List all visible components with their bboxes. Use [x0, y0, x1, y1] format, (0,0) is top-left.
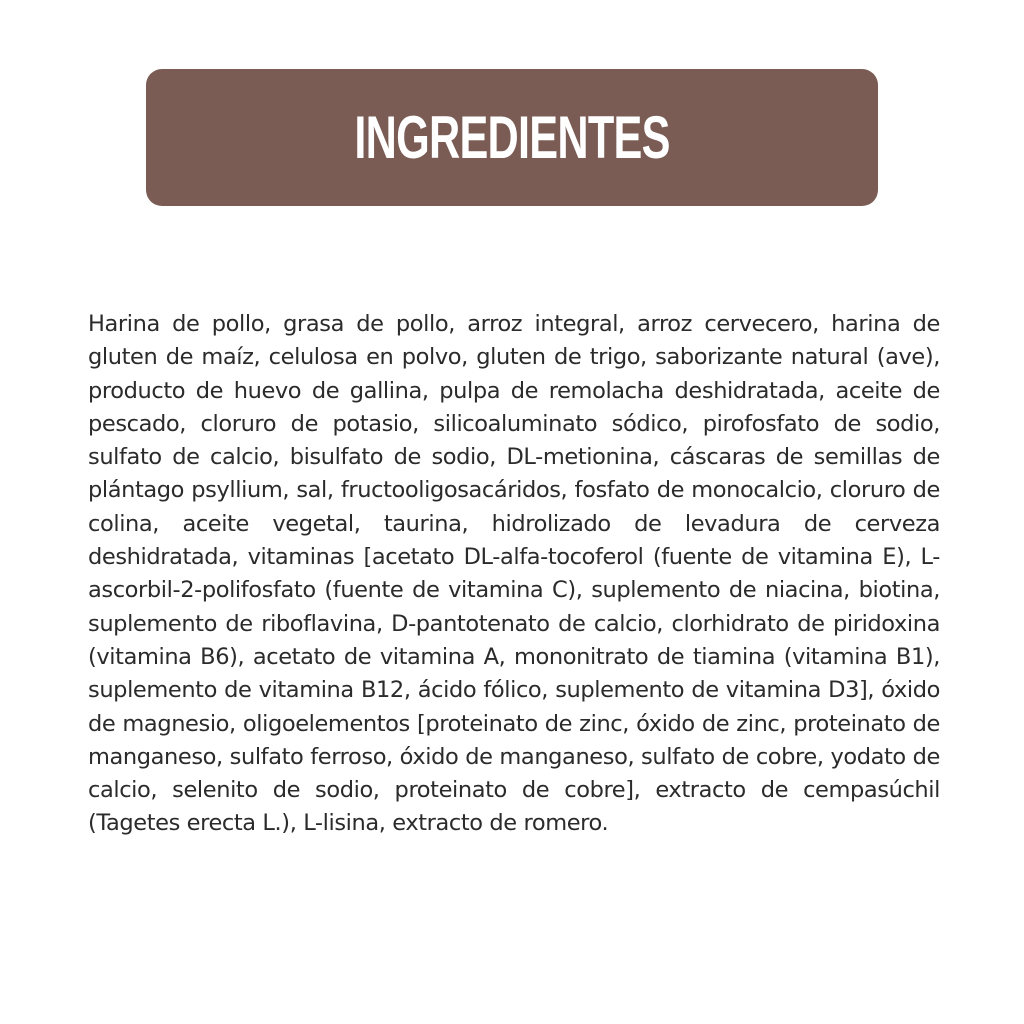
ingredients-paragraph: Harina de pollo, grasa de pollo, arroz integral, arroz cervecero, harina de gluten de maíz, celulosa en polvo, gluten de trigo, saborizante natural (ave), producto de huevo de gallina, pulpa de remolacha deshidratada, aceite de pescado, cloruro de potasio, silicoaluminato sódico, pirofosfato de sodio, sulfato de calcio, bisulfato de sodio, DL-metionina, cáscaras de semillas de plántago psyllium, sal, fructooligosacáridos, fosfato de monocalcio, cloruro de colina, aceite vegetal, taurina, hidrolizado de levadura de cerveza deshidratada, vitaminas [acetato DL-alfa-tocoferol (fuente de vitamina E), L-ascorbil-2-polifosfato (fuente de vitamina C), suplemento de niacina, biotina, suplemento de riboflavina, D-pantotenato de calcio, clorhidrato de piridoxina (vitamina B6), acetato de vitamina A, mononitrato de tiamina (vitamina B1), suplemento de vitamina B12, ácido fólico, suplemento de vitamina D3], óxido de magnesio, oligoelementos [proteinato de zinc, óxido de zinc, proteinato de manganeso, sulfato ferroso, óxido de manganeso, sulfato de cobre, yodato de calcio, selenito de sodio, proteinato de cobre], extracto de cempasúchil (Tagetes erecta L.), L-lisina, extracto de romero. [88, 311, 940, 837]
title-banner [146, 69, 878, 206]
page-title: INGREDIENTES [354, 103, 670, 171]
